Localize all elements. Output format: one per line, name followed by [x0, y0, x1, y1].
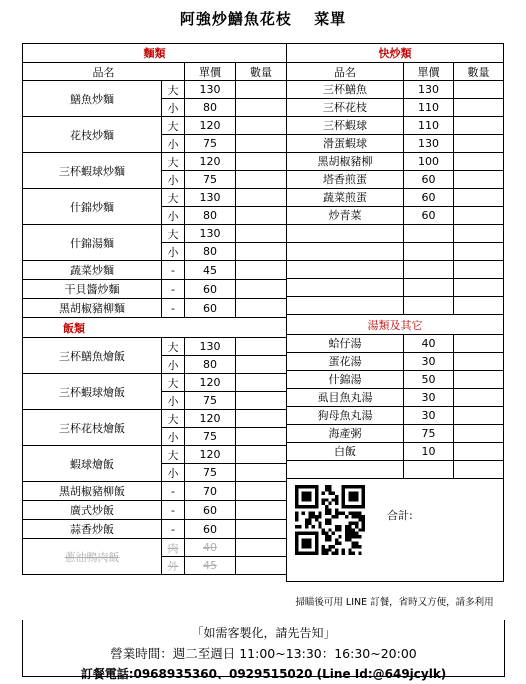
empty-cell — [404, 243, 454, 261]
qr-block — [287, 479, 504, 582]
qty-cell[interactable] — [236, 171, 287, 189]
menu-item-name: 三杯花枝燴飯 — [23, 410, 162, 446]
empty-cell — [287, 297, 404, 315]
price: 110 — [404, 117, 454, 135]
qty-cell[interactable] — [236, 243, 287, 261]
menu-item-name: 蔬菜煎蛋 — [287, 189, 404, 207]
qty-cell[interactable] — [236, 392, 287, 410]
qty-cell[interactable] — [236, 356, 287, 374]
price: 120 — [185, 117, 236, 135]
price: 60 — [404, 189, 454, 207]
size-label: 小 — [162, 428, 185, 446]
empty-cell — [404, 461, 454, 479]
size-label: 大 — [162, 117, 185, 135]
menu-item-name: 黑胡椒豬柳飯 — [23, 482, 162, 501]
menu-item-name: 虱目魚丸湯 — [287, 389, 404, 407]
menu-item-name: 蔬菜炒麵 — [23, 261, 162, 280]
empty-cell — [404, 279, 454, 297]
menu-item-name: 海產粥 — [287, 425, 404, 443]
qty-cell[interactable] — [454, 117, 504, 135]
price: 70 — [185, 482, 236, 501]
price: 75 — [185, 464, 236, 482]
business-hours: 營業時間：週二至週日 11:00~13:30：16:30~20:00 — [110, 646, 417, 661]
menu-item-name: 黑胡椒豬柳 — [287, 153, 404, 171]
empty-cell — [404, 261, 454, 279]
menu-item-name: 蔥油鴨肉飯 — [23, 539, 162, 575]
menu-item-name: 蒜香炒飯 — [23, 520, 162, 539]
price: 120 — [185, 446, 236, 464]
qty-cell[interactable] — [454, 425, 504, 443]
qty-cell[interactable] — [236, 280, 287, 299]
empty-cell — [287, 279, 404, 297]
price: 50 — [404, 371, 454, 389]
price: 45 — [185, 261, 236, 280]
empty-cell — [454, 461, 504, 479]
qty-cell[interactable] — [454, 207, 504, 225]
menu-item-name: 黑胡椒豬柳麵 — [23, 299, 162, 318]
qty-cell[interactable] — [236, 299, 287, 318]
shop-name: 阿強炒鱔魚花枝 — [179, 10, 292, 28]
qty-cell[interactable] — [454, 171, 504, 189]
price: 75 — [185, 428, 236, 446]
size-label: - — [162, 501, 185, 520]
qty-cell[interactable] — [454, 371, 504, 389]
qty-cell[interactable] — [236, 446, 287, 464]
empty-cell — [287, 225, 404, 243]
price: 60 — [185, 520, 236, 539]
price: 60 — [404, 207, 454, 225]
price: 130 — [185, 338, 236, 356]
size-label: 小 — [162, 135, 185, 153]
menu-item-name: 滑蛋蝦球 — [287, 135, 404, 153]
qty-cell[interactable] — [454, 353, 504, 371]
menu-item-name: 塔香煎蛋 — [287, 171, 404, 189]
menu-item-name: 什錦炒麵 — [23, 189, 162, 225]
price: 130 — [185, 225, 236, 243]
menu-item-name: 廣式炒飯 — [23, 501, 162, 520]
header-name: 品名 — [287, 63, 404, 81]
size-label: 大 — [162, 189, 185, 207]
total-label: 合計: — [387, 509, 413, 522]
price: 110 — [404, 99, 454, 117]
qty-cell[interactable] — [236, 81, 287, 99]
size-label: 小 — [162, 356, 185, 374]
size-label: - — [162, 280, 185, 299]
qty-cell[interactable] — [454, 335, 504, 353]
size-label: - — [162, 482, 185, 501]
price: 130 — [185, 81, 236, 99]
size-label: 小 — [162, 464, 185, 482]
menu-item-name: 炒青菜 — [287, 207, 404, 225]
size-label: 大 — [162, 374, 185, 392]
qty-cell[interactable] — [236, 374, 287, 392]
size-label: - — [162, 299, 185, 318]
price: 100 — [404, 153, 454, 171]
qty-cell[interactable] — [236, 261, 287, 280]
qty-cell[interactable] — [236, 189, 287, 207]
size-label: 肉 — [162, 539, 185, 557]
size-label: 小 — [162, 243, 185, 261]
menu-item-name: 三杯鱔魚燴飯 — [23, 338, 162, 374]
price: 80 — [185, 356, 236, 374]
price: 30 — [404, 353, 454, 371]
empty-cell — [287, 261, 404, 279]
qty-cell[interactable] — [454, 81, 504, 99]
qty-cell[interactable] — [454, 99, 504, 117]
menu-item-name: 鱔魚炒麵 — [23, 81, 162, 117]
qty-cell[interactable] — [236, 520, 287, 539]
size-label: 小 — [162, 171, 185, 189]
size-label: 大 — [162, 338, 185, 356]
qty-cell[interactable] — [236, 482, 287, 501]
menu-item-name: 白飯 — [287, 443, 404, 461]
qty-cell[interactable] — [236, 225, 287, 243]
header-name: 品名 — [23, 63, 185, 81]
size-label: 小 — [162, 207, 185, 225]
custom-order-note: 「如需客製化，請先告知」 — [191, 626, 336, 640]
qty-cell[interactable] — [454, 407, 504, 425]
header-qty: 數量 — [454, 63, 504, 81]
section-title-rice: 飯類 — [23, 318, 287, 338]
price: 60 — [185, 501, 236, 520]
menu-item-name: 什錦湯 — [287, 371, 404, 389]
section-title-stirfry: 快炒類 — [287, 44, 504, 63]
qty-cell[interactable] — [236, 338, 287, 356]
price: 40 — [185, 539, 236, 557]
qty-cell[interactable] — [236, 153, 287, 171]
menu-item-name: 三杯花枝 — [287, 99, 404, 117]
empty-cell — [287, 243, 404, 261]
qty-cell[interactable] — [454, 135, 504, 153]
qty-cell[interactable] — [236, 410, 287, 428]
empty-cell — [454, 225, 504, 243]
qty-cell[interactable] — [454, 389, 504, 407]
qty-cell[interactable] — [454, 153, 504, 171]
qty-cell[interactable] — [236, 117, 287, 135]
size-label: 小 — [162, 99, 185, 117]
left-menu-table — [22, 43, 287, 575]
price: 80 — [185, 243, 236, 261]
menu-title — [0, 8, 526, 29]
qty-cell[interactable] — [236, 428, 287, 446]
price: 130 — [404, 135, 454, 153]
qty-cell[interactable] — [236, 99, 287, 117]
qty-cell[interactable] — [236, 135, 287, 153]
menu-item-name: 狗母魚丸湯 — [287, 407, 404, 425]
size-label: 大 — [162, 446, 185, 464]
qty-cell[interactable] — [236, 207, 287, 225]
size-label: 大 — [162, 410, 185, 428]
size-label: 小 — [162, 392, 185, 410]
order-phone: 訂餐電話:0968935360、0929515020 (Line Id:@649jcylk) — [80, 667, 447, 681]
empty-cell — [454, 297, 504, 315]
menu-item-name: 三杯鱔魚 — [287, 81, 404, 99]
price: 40 — [404, 335, 454, 353]
price: 60 — [185, 280, 236, 299]
qty-cell[interactable] — [236, 464, 287, 482]
footer — [22, 620, 505, 681]
empty-cell — [454, 279, 504, 297]
menu-item-name: 蛋花湯 — [287, 353, 404, 371]
price: 10 — [404, 443, 454, 461]
price: 45 — [185, 557, 236, 575]
empty-cell — [404, 297, 454, 315]
price: 75 — [185, 392, 236, 410]
qr-code-icon[interactable] — [295, 485, 365, 555]
empty-cell — [454, 243, 504, 261]
price: 60 — [185, 299, 236, 318]
size-label: 大 — [162, 225, 185, 243]
section-title-soup: 湯類及其它 — [287, 315, 504, 335]
menu-item-name: 花枝炒麵 — [23, 117, 162, 153]
size-label: - — [162, 261, 185, 280]
qty-cell[interactable] — [236, 501, 287, 520]
header-price: 單價 — [185, 63, 236, 81]
menu-item-name: 干貝醬炒麵 — [23, 280, 162, 299]
menu-item-name: 三杯蝦球 — [287, 117, 404, 135]
empty-cell — [287, 461, 404, 479]
empty-cell — [454, 261, 504, 279]
price: 120 — [185, 374, 236, 392]
empty-cell — [404, 225, 454, 243]
price: 30 — [404, 389, 454, 407]
price: 60 — [404, 171, 454, 189]
qty-cell[interactable] — [236, 557, 287, 575]
section-title-noodles: 麵類 — [23, 44, 287, 63]
menu-label: 菜單 — [314, 10, 347, 28]
size-label: 外 — [162, 557, 185, 575]
qty-cell[interactable] — [236, 539, 287, 557]
price: 130 — [185, 189, 236, 207]
menu-item-name: 什錦湯麵 — [23, 225, 162, 261]
size-label: - — [162, 520, 185, 539]
price: 80 — [185, 99, 236, 117]
qty-cell[interactable] — [454, 189, 504, 207]
size-label: 大 — [162, 153, 185, 171]
menu-item-name: 三杯蝦球炒麵 — [23, 153, 162, 189]
header-qty: 數量 — [236, 63, 287, 81]
price: 80 — [185, 207, 236, 225]
price: 75 — [404, 425, 454, 443]
price: 75 — [185, 171, 236, 189]
price: 30 — [404, 407, 454, 425]
price: 120 — [185, 410, 236, 428]
scan-note: 掃瞄後可用 LINE 訂餐，省時又方便，請多利用 — [295, 597, 494, 608]
price: 75 — [185, 135, 236, 153]
price: 130 — [404, 81, 454, 99]
right-menu-table — [286, 43, 504, 582]
size-label: 大 — [162, 81, 185, 99]
menu-item-name: 三杯蝦球燴飯 — [23, 374, 162, 410]
menu-item-name: 蝦球燴飯 — [23, 446, 162, 482]
price: 120 — [185, 153, 236, 171]
header-price: 單價 — [404, 63, 454, 81]
menu-item-name: 蛤仔湯 — [287, 335, 404, 353]
qty-cell[interactable] — [454, 443, 504, 461]
